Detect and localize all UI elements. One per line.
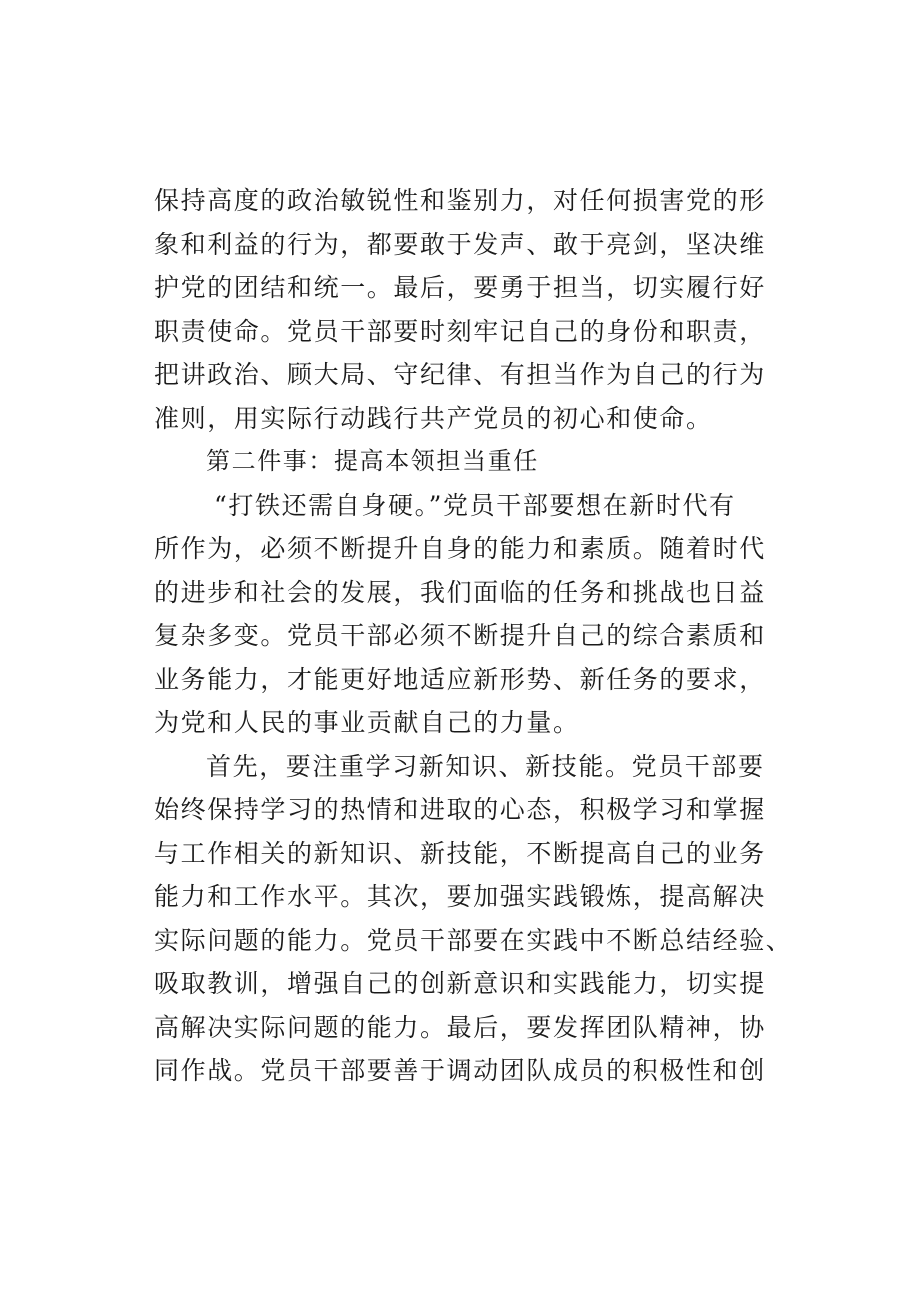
text-line: 吸取教训，增强自己的创新意识和实践能力，切实提: [154, 969, 766, 998]
text-line: 始终保持学习的热情和进取的心态，积极学习和掌握: [154, 795, 766, 824]
text-line: 所作为，必须不断提升自身的能力和素质。随着时代: [154, 534, 766, 563]
text-line: 业务能力，才能更好地适应新形势、新任务的要求，: [154, 664, 766, 694]
text-line: 首先，要注重学习新知识、新技能。党员干部要: [206, 751, 765, 781]
text-line: 的进步和社会的发展，我们面临的任务和挑战也日益: [154, 577, 766, 607]
text-line: 同作战。党员干部要善于调动团队成员的积极性和创: [154, 1056, 766, 1085]
text-line: 保持高度的政治敏锐性和鉴别力，对任何损害党的形: [154, 186, 766, 215]
text-line: 准则，用实际行动践行共产党员的初心和使命。: [154, 403, 713, 433]
text-line: 能力和工作水平。其次，要加强实践锻炼，提高解决: [154, 882, 766, 911]
paragraph-political-awareness: [154, 179, 764, 440]
paragraph-learning-practice: [154, 745, 793, 1093]
text-line: 把讲政治、顾大局、守纪律、有担当作为自己的行为: [154, 360, 766, 389]
text-line: 实际问题的能力。党员干部要在实践中不断总结经验、: [154, 925, 793, 955]
text-line: 象和利益的行为，都要敢于发声、敢于亮剑，坚决维: [154, 229, 766, 259]
paragraph-self-improvement: [154, 484, 764, 745]
section-heading: 第二件事：提高本领担当重任: [206, 447, 539, 475]
text-line: 护党的团结和统一。最后，要勇于担当，切实履行好: [154, 273, 766, 302]
text-line: 与工作相关的新知识、新技能，不断提高自己的业务: [154, 838, 766, 868]
text-line: 职责使命。党员干部要时刻牢记自己的身份和职责，: [154, 316, 766, 346]
text-line: 为党和人民的事业贡献自己的力量。: [154, 708, 580, 737]
document-body: [154, 179, 793, 1093]
text-line: 复杂多变。党员干部必须不断提升自己的综合素质和: [154, 621, 766, 650]
text-line: 高解决实际问题的能力。最后，要发挥团队精神，协: [154, 1012, 766, 1042]
text-line: “打铁还需自身硬。”党员干部要想在新时代有: [214, 490, 736, 520]
